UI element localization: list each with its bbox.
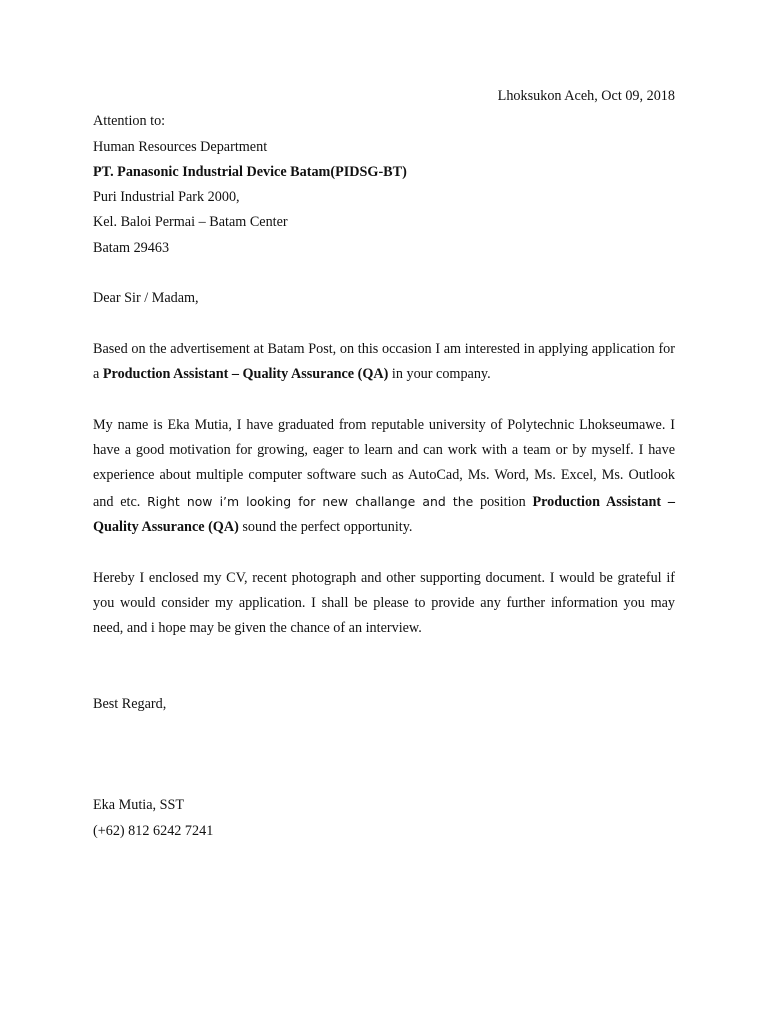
paragraph2-position-prefix: position — [473, 493, 533, 510]
recipient-address-line1: Puri Industrial Park 2000, — [93, 189, 240, 206]
paragraph2-text-after: sound the perfect opportunity. — [238, 519, 413, 536]
paragraph-enclosure: Hereby I enclosed my CV, recent photograph and other supporting document. I would be grateful if you would consider my application. I shall be please to provide any further information you may need, and i hope may be given the chance of an interview. — [93, 569, 675, 637]
paragraph1-text-before: Based on the advertisement at Batam Post, on this occasion I am interested in applying application for a — [93, 340, 675, 383]
recipient-address-line3: Batam 29463 — [93, 239, 170, 256]
salutation: Dear Sir / Madam, — [93, 290, 199, 307]
recipient-address-line2: Kel. Baloi Permai – Batam Center — [93, 214, 288, 231]
attention-label: Attention to: — [93, 113, 166, 130]
paragraph1-text-after: in your company. — [388, 366, 491, 383]
paragraph-introduction — [93, 413, 675, 540]
letter-date: Lhoksukon Aceh, Oct 09, 2018 — [497, 88, 675, 104]
signature-phone: (+62) 812 6242 7241 — [93, 822, 214, 839]
paragraph2-text-before: My name is Eka Mutia, I have graduated from reputable university of Polytechnic Lhokseumawe. I have a good motivation for growing, eager to learn and can work with a team or by myself. I have experience about multiple computer software such as AutoCad, Ms. Word, Ms. Excel, Ms. Outlook and etc. — [93, 416, 675, 510]
recipient-department: Human Resources Department — [93, 138, 268, 155]
letter-page — [93, 84, 675, 844]
paragraph-application — [93, 337, 675, 388]
signature-name: Eka Mutia, SST — [93, 797, 185, 814]
closing: Best Regard, — [93, 696, 167, 713]
paragraph2-text-sans: Right now i’m looking for new challange and the — [147, 493, 474, 509]
recipient-company: PT. Panasonic Industrial Device Batam(PIDSG-BT) — [93, 163, 407, 180]
paragraph1-position: Production Assistant – Quality Assurance (QA) — [102, 366, 389, 383]
paragraph2-position: Production Assistant – Quality Assurance (QA) — [93, 493, 675, 536]
